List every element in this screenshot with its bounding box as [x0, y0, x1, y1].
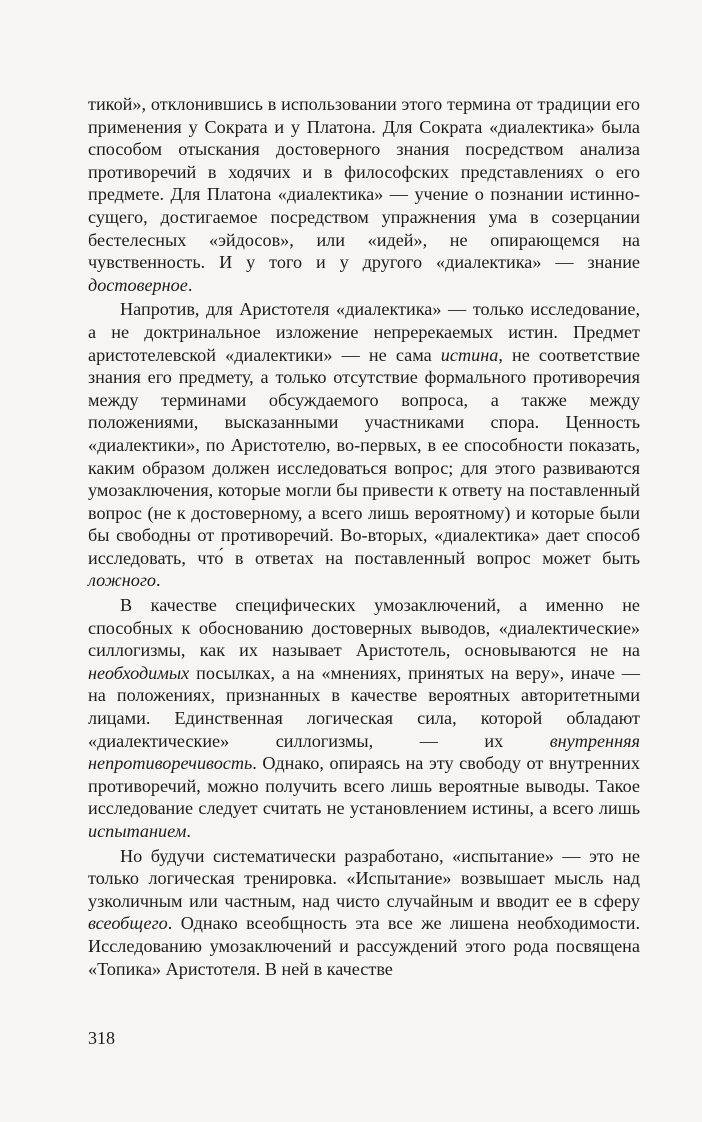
text-run: тикой», отклонившись в использовании этого термина от традиции его применения у Сократа и у Платона. Для Сократа «диалектика» была способом отыскания достоверного знания посредством анализа противоречий в ходячих и в философских представлениях о его предмете. Для Платона «диалектика» — учение о познании истинно-сущего, достигаемое посредством упражнения ума в созерцании бестелесных «эйдосов», или «идей», не опирающемся на чувственность. И у того и у другого «диалектика» — знание: [88, 94, 640, 273]
emphasis-text: необходимых: [88, 662, 190, 683]
text-run: . Однако всеобщность эта все же лишена необходимости. Исследованию умозаключений и рассуждений этого рода посвящена «Топика» Аристотеля. В ней в качестве: [88, 913, 640, 979]
text-run: .: [187, 274, 193, 295]
paragraph-2: [88, 298, 640, 592]
paragraph-3: [88, 594, 640, 843]
emphasis-text: испытанием: [88, 821, 187, 841]
emphasis-text: ложного: [88, 570, 157, 591]
text-run: Напротив, для Аристотеля «диалектика» — только исследование, а не доктринальное изложение непререкаемых истин. Предмет аристотелевской «диалектики» — не сама: [88, 299, 640, 365]
text-run: Но будучи систематически разработано, «испытание» — это не только логическая тренировка. «Испытание» возвышает мысль над узколичным или частным, над чисто случайным и вводит ее в сферу: [88, 845, 640, 911]
text-run: .: [156, 570, 161, 591]
text-run: .: [186, 821, 191, 841]
text-run: посылках, а на «мнениях, принятых на веру», иначе — на положениях, признанных в качестве вероятных авторитетными лицами. Единственная логическая сила, которой обладают «диалектические» силлогизмы, — их: [88, 662, 640, 751]
emphasis-text: внутренняя непротиворечивость: [88, 730, 640, 774]
page-number: 318: [88, 1028, 115, 1048]
page-body-text: [88, 93, 640, 982]
text-run: В качестве специфических умозаключений, а именно не способных к обоснованию достоверных выводов, «диалектические» силлогизмы, как их называет Аристотель, основываются не на: [88, 595, 640, 661]
text-run: , не соответствие знания его предмету, а только отсутствие формального противоречия между терминами обсуждаемого вопроса, а также между положениями, высказанными участниками спора. Ценность «диалектики», по Аристотелю, во-первых, в ее способности показать, каким образом должен исследоваться вопрос; для этого развиваются умозаключения, которые могли бы привести к ответу на поставленный вопрос (не к достоверному, а всего лишь вероятному) и которые были бы свободны от противоречий. Во-вторых, «диалектика» дает способ исследовать, что́ в ответах на поставленный вопрос может быть: [88, 344, 640, 568]
emphasis-text: всеобщего: [88, 913, 168, 934]
paragraph-1: [88, 93, 640, 296]
text-run: . Однако, опираясь на эту свободу от внутренних противоречий, можно получить всего лишь вероятные выводы. Такое исследование следует считать не установлением истины, а всего лишь: [88, 753, 640, 819]
paragraph-4: [88, 845, 640, 981]
emphasis-text: достоверное: [88, 274, 188, 295]
emphasis-text: истина: [440, 344, 499, 365]
